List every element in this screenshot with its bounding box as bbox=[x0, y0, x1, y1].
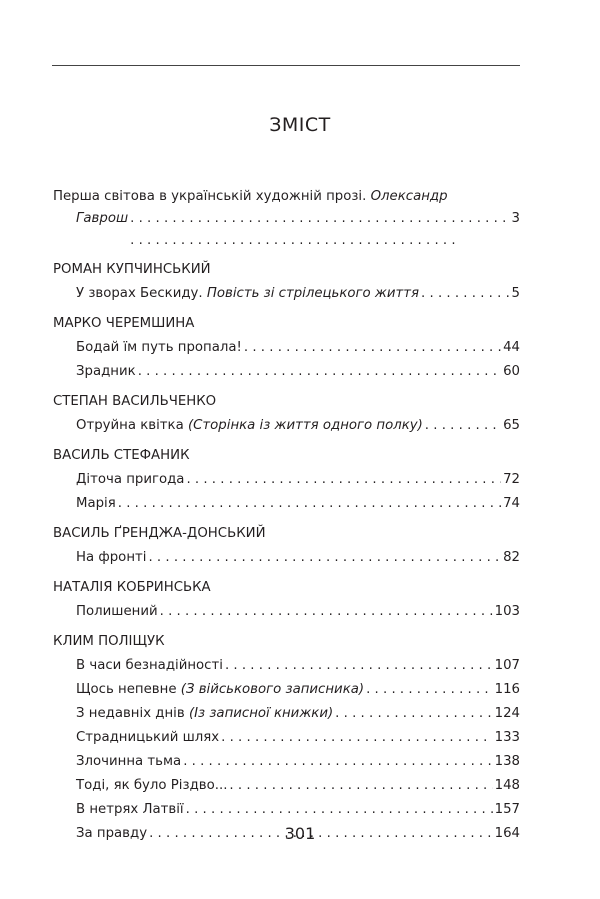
entry-subtitle: (З військового записника) bbox=[180, 682, 365, 697]
section-author: НАТАЛІЯ КОБРИНСЬКА bbox=[53, 580, 211, 595]
entry-page: 65 bbox=[503, 418, 520, 433]
toc-entry bbox=[76, 492, 520, 516]
dot-leader bbox=[221, 726, 492, 750]
page-number: 301 bbox=[284, 824, 316, 843]
entry-title: З недавніх днів bbox=[76, 706, 189, 721]
entry-title: Страдницький шлях bbox=[76, 730, 220, 745]
entry-title: Зрадник bbox=[76, 364, 136, 379]
entry-subtitle: (Сторінка із життя одного полку) bbox=[187, 418, 423, 433]
entry-title: На фронті bbox=[76, 550, 147, 565]
section-author: ВАСИЛЬ СТЕФАНИК bbox=[53, 448, 190, 463]
entry-title: Бодай їм путь пропала! bbox=[76, 340, 242, 355]
toc-entry bbox=[76, 546, 520, 570]
dot-leader bbox=[225, 654, 493, 678]
toc-section bbox=[53, 258, 520, 306]
entry-author-continued: Гаврош bbox=[76, 211, 129, 226]
entry-title: Щось непевне bbox=[76, 682, 181, 697]
entry-page: 74 bbox=[503, 496, 520, 511]
dot-leader bbox=[183, 750, 492, 774]
section-author: КЛИМ ПОЛІЩУК bbox=[53, 634, 165, 649]
entry-title: Тоді, як було Різдво... bbox=[76, 778, 228, 793]
entry-subtitle: Повість зі стрілецького життя bbox=[206, 286, 420, 301]
toc-entry bbox=[76, 360, 520, 384]
toc-entry bbox=[76, 600, 520, 624]
toc-entry bbox=[76, 414, 520, 438]
entry-page: 44 bbox=[503, 340, 520, 355]
entry-title: Марія bbox=[76, 496, 116, 511]
entry-page: 124 bbox=[494, 706, 520, 721]
toc-entry bbox=[76, 750, 520, 774]
dot-leader bbox=[138, 360, 501, 384]
entry-title: Діточа пригода bbox=[76, 472, 185, 487]
toc-entry bbox=[76, 654, 520, 678]
entry-page: 103 bbox=[494, 604, 520, 619]
section-author: МАРКО ЧЕРЕМШИНА bbox=[53, 316, 195, 331]
entry-page: 5 bbox=[511, 286, 520, 301]
toc-entry bbox=[76, 798, 520, 822]
entry-author: Олександр bbox=[370, 189, 448, 204]
entry-page: 60 bbox=[503, 364, 520, 379]
toc-entry bbox=[76, 468, 520, 492]
toc-section bbox=[53, 630, 520, 846]
entry-page: 138 bbox=[494, 754, 520, 769]
entry-title: Злочинна тьма bbox=[76, 754, 182, 769]
toc-entry-intro bbox=[53, 186, 520, 252]
entry-page: 3 bbox=[511, 211, 520, 226]
toc-section bbox=[53, 444, 520, 516]
entry-page: 72 bbox=[503, 472, 520, 487]
entry-page: 82 bbox=[503, 550, 520, 565]
dot-leader bbox=[335, 702, 492, 726]
header-rule bbox=[52, 65, 520, 66]
section-author: РОМАН КУПЧИНСЬКИЙ bbox=[53, 262, 211, 277]
dot-leader bbox=[186, 468, 501, 492]
table-of-contents bbox=[53, 186, 520, 846]
entry-page: 164 bbox=[494, 826, 520, 841]
dot-leader bbox=[118, 492, 501, 516]
dot-leader bbox=[425, 414, 501, 438]
dot-leader bbox=[244, 336, 501, 360]
toc-entry bbox=[76, 678, 520, 702]
dot-leader bbox=[186, 798, 493, 822]
entry-title: У зворах Бескиду. bbox=[76, 286, 207, 301]
entry-title: Отруйна квітка bbox=[76, 418, 188, 433]
toc-entry bbox=[76, 726, 520, 750]
toc-section bbox=[53, 522, 520, 570]
toc-entry bbox=[76, 282, 520, 306]
dot-leader bbox=[130, 208, 509, 252]
toc-section bbox=[53, 576, 520, 624]
toc-entry bbox=[76, 702, 520, 726]
page-title: ЗМІСТ bbox=[269, 114, 331, 136]
toc-entry bbox=[76, 336, 520, 360]
toc-entry bbox=[76, 774, 520, 798]
dot-leader bbox=[148, 546, 501, 570]
section-author: ВАСИЛЬ ҐРЕНДЖА-ДОНСЬКИЙ bbox=[53, 526, 266, 541]
entry-page: 133 bbox=[494, 730, 520, 745]
entry-title: Полишений bbox=[76, 604, 158, 619]
entry-title: В нетрях Латвії bbox=[76, 802, 184, 817]
toc-section bbox=[53, 312, 520, 384]
entry-title: За правду bbox=[76, 826, 148, 841]
entry-subtitle: (Із записної книжки) bbox=[188, 706, 334, 721]
entry-title: В часи безнадійності bbox=[76, 658, 223, 673]
dot-leader bbox=[229, 774, 492, 798]
entry-page: 148 bbox=[494, 778, 520, 793]
dot-leader bbox=[160, 600, 493, 624]
section-author: СТЕПАН ВАСИЛЬЧЕНКО bbox=[53, 394, 217, 409]
toc-section bbox=[53, 390, 520, 438]
entry-page: 107 bbox=[494, 658, 520, 673]
entry-page: 116 bbox=[494, 682, 520, 697]
entry-page: 157 bbox=[494, 802, 520, 817]
dot-leader bbox=[421, 282, 510, 306]
entry-title: Перша світова в українській художній прозі. bbox=[53, 189, 371, 204]
dot-leader bbox=[366, 678, 493, 702]
